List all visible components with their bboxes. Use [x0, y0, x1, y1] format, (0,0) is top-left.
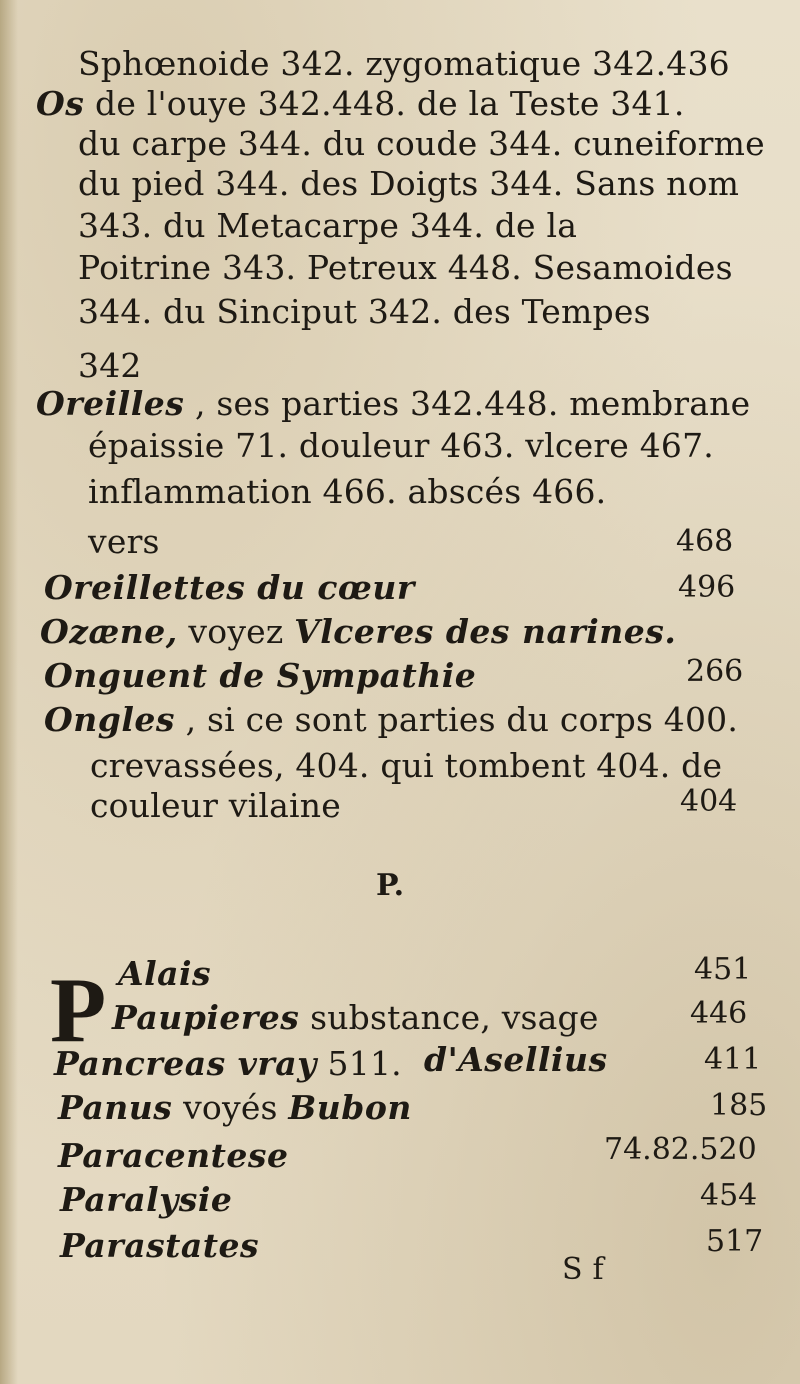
- entry-continuation: crevassées, 404. qui tombent 404. de: [90, 746, 723, 785]
- entry-headword: Alais: [118, 954, 212, 993]
- entry-continuation: 344. du Sinciput 342. des Tempes: [78, 292, 651, 331]
- entry-oreillettes: [44, 568, 415, 608]
- page-number: 411: [704, 1042, 762, 1077]
- entry-headword: d'Asellius: [424, 1040, 608, 1079]
- page-number: 468: [676, 524, 734, 559]
- page-number: 446: [690, 996, 748, 1031]
- entry-continuation: du carpe 344. du coude 344. cuneiforme: [78, 124, 765, 163]
- page-number: 454: [700, 1178, 758, 1213]
- entry-ongles: Ongles , si ce sont parties du corps 400.: [44, 700, 739, 739]
- entry-continuation: 342: [78, 346, 142, 385]
- entry-paupieres: Paupieres substance, vsage: [112, 998, 599, 1037]
- page-number: 185: [710, 1088, 768, 1123]
- entry-oreilles: Oreilles , ses parties 342.448. membrane: [36, 384, 751, 423]
- entry-headword: Oreilles: [36, 384, 185, 423]
- entry-palais: [118, 954, 211, 994]
- section-heading: P.: [376, 868, 405, 903]
- signature-mark: S f: [562, 1252, 604, 1287]
- page-number: 517: [706, 1224, 764, 1259]
- entry-panus: Panus voyés Bubon: [58, 1088, 412, 1127]
- entry-pancreas-author: [424, 1040, 608, 1080]
- cross-reference: Bubon: [288, 1088, 412, 1127]
- entry-continuation: épaissie 71. douleur 463. vlcere 467.: [88, 426, 714, 465]
- entry-headword: Panus: [58, 1088, 173, 1127]
- entry-headword: Pancreas vray: [54, 1044, 317, 1083]
- entry-headword: Os: [36, 84, 85, 123]
- entry-continuation: du pied 344. des Doigts 344. Sans nom: [78, 164, 740, 203]
- entry-onguent: [44, 656, 476, 696]
- entry-continuation: 343. du Metacarpe 344. de la: [78, 206, 578, 245]
- entry-os-sphenoide: Sphœnoide 342. zygomatique 342.436: [78, 44, 730, 83]
- entry-continuation: vers: [88, 522, 160, 561]
- entry-paracentese: [58, 1136, 288, 1176]
- entry-continuation: couleur vilaine: [90, 786, 341, 825]
- entry-ozaene: Ozæne, voyez Vlceres des narines.: [40, 612, 677, 651]
- page-number: 266: [686, 654, 744, 689]
- entry-headword: Paracentese: [58, 1136, 289, 1175]
- entry-headword: Onguent de Sympathie: [44, 656, 477, 695]
- page-number: 74.82.520: [604, 1132, 757, 1167]
- drop-cap: P: [50, 959, 107, 1061]
- entry-headword: Ongles: [44, 700, 175, 739]
- page-number: 496: [678, 570, 736, 605]
- page-number: 451: [694, 952, 752, 987]
- entry-pancreas: Pancreas vray 511.: [54, 1044, 402, 1083]
- entry-parastates: [60, 1226, 259, 1266]
- entry-headword: Parastates: [60, 1226, 260, 1265]
- entry-headword: Paupieres: [112, 998, 300, 1037]
- entry-headword: Ozæne,: [40, 612, 178, 651]
- entry-continuation: inflammation 466. abscés 466.: [88, 472, 607, 511]
- entry-headword: Oreillettes du cœur: [44, 568, 415, 607]
- entry-paralysie: [60, 1180, 232, 1220]
- entry-os: Os de l'ouye 342.448. de la Teste 341.: [36, 84, 685, 123]
- entry-headword: Paralysie: [60, 1180, 233, 1219]
- cross-reference: Vlceres des narines.: [294, 612, 677, 651]
- entry-continuation: Poitrine 343. Petreux 448. Sesamoides: [78, 248, 733, 287]
- page-number: 404: [680, 784, 738, 819]
